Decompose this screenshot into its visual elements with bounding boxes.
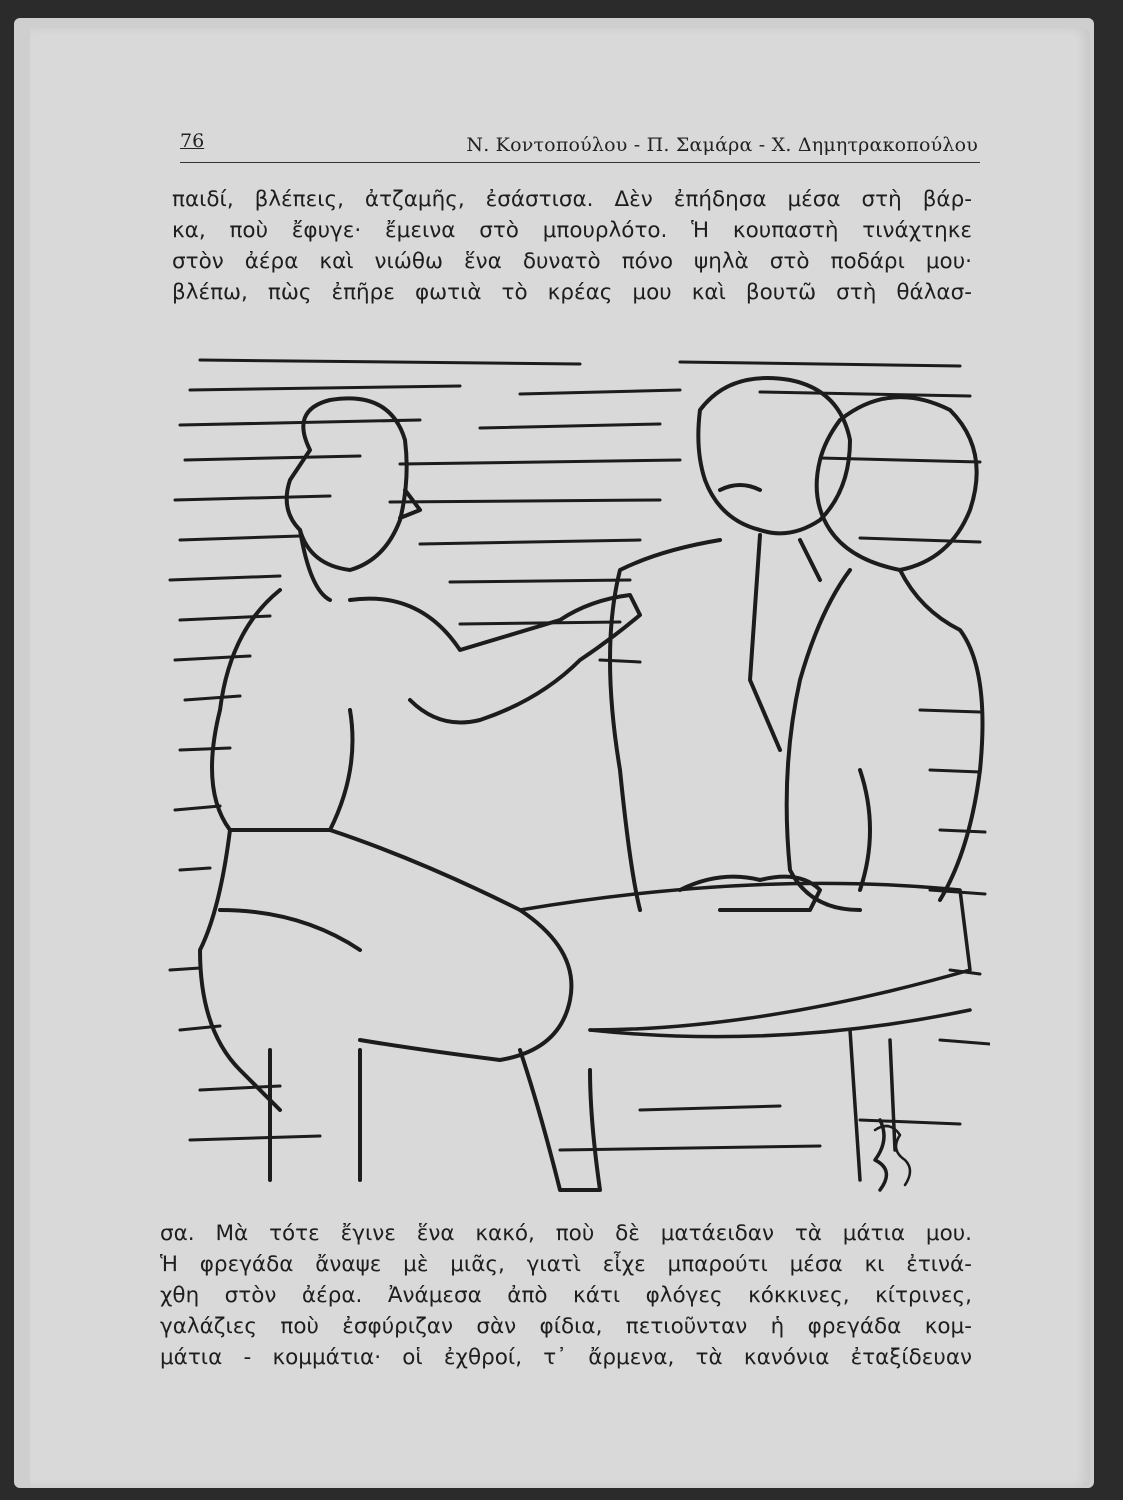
illustration-old-man-with-two-men — [160, 350, 990, 1210]
table — [520, 883, 970, 1190]
young-man-figure — [680, 397, 983, 910]
text-line: στὸν ἀέρα καὶ νιώθω ἕνα δυνατὸ πόνο ψηλὰ στὸ ποδάρι μου· — [172, 249, 972, 274]
artist-signature-mark — [875, 1126, 910, 1185]
text-line: μάτια - κομμάτια· οἱ ἐχθροί, τ᾽ ἄρμενα, τὰ κανόνια ἐταξίδευαν — [160, 1345, 972, 1370]
page-number: 76 — [180, 130, 205, 152]
text-line: γαλάζιες ποὺ ἐσφύριζαν σὰν φίδια, πετιοῦνταν ἡ φρεγάδα κομ- — [160, 1314, 972, 1339]
paragraph-bottom — [160, 1218, 972, 1373]
text-line: παιδί, βλέπεις, ἀτζαμῆς, ἐσάστισα. Δὲν ἐπήδησα μέσα στὴ βάρ- — [172, 187, 972, 212]
text-line: σα. Μὰ τότε ἔγινε ἕνα κακό, ποὺ δὲ ματάειδαν τὰ μάτια μου. — [160, 1221, 972, 1246]
running-head-authors: Ν. Κοντοπούλου - Π. Σαμάρα - Χ. Δημητρακοπούλου — [466, 134, 978, 156]
page-header — [180, 128, 980, 163]
text-line: βλέπω, πὼς ἐπῆρε φωτιὰ τὸ κρέας μου καὶ βουτῶ στὴ θάλασ- — [172, 280, 972, 305]
man-with-moustache-figure — [610, 378, 850, 910]
old-man-figure — [200, 398, 640, 1190]
text-line: Ἡ φρεγάδα ἄναψε μὲ μιᾶς, γιατὶ εἶχε μπαρούτι μέσα κι ἐτινά- — [160, 1252, 972, 1277]
paragraph-top — [172, 184, 972, 308]
text-line: κα, ποὺ ἔφυγε· ἔμεινα στὸ μπουρλότο. Ἡ κουπαστὴ τινάχτηκε — [172, 218, 972, 243]
text-line: χθη στὸν ἀέρα. Ἀνάμεσα ἀπὸ κάτι φλόγες κόκκινες, κίτρινες, — [160, 1283, 972, 1308]
